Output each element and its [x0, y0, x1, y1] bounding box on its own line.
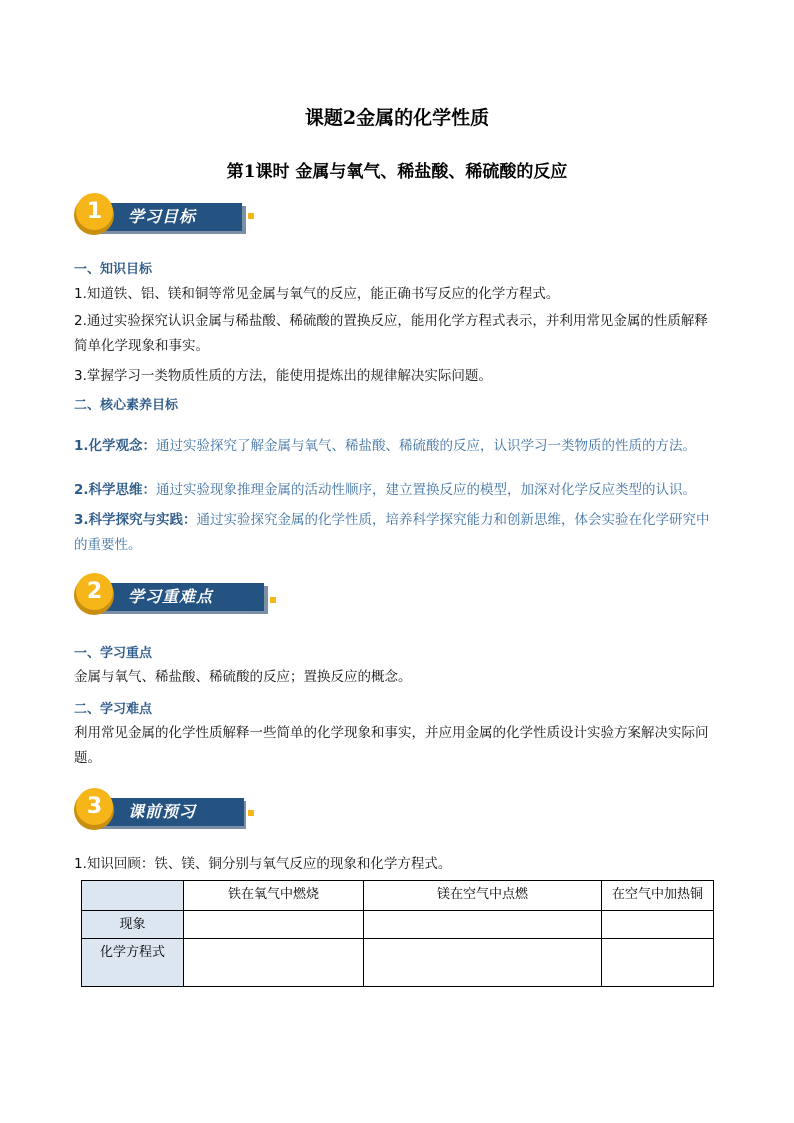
table-cell[interactable] [184, 911, 364, 939]
row-label: 现象 [82, 911, 184, 939]
preview-question-1: 1.知识回顾：铁、镁、铜分别与氧气反应的现象和化学方程式。 [74, 856, 452, 872]
page-subtitle: 第1课时 金属与氧气、稀盐酸、稀硫酸的反应 [226, 162, 568, 182]
reaction-table [81, 880, 714, 987]
section-number: 2 [76, 573, 113, 610]
table-header-row [82, 881, 714, 911]
knowledge-goal-1: 1.知道铁、铝、镁和铜等常见金属与氧气的反应，能正确书写反应的化学方程式。 [74, 286, 560, 302]
core-goal-text: 通过实验探究金属的化学性质，培养科学探究能力和创新思维，体会实验在化学研究中的重要性。 [74, 512, 710, 553]
section-number: 3 [76, 788, 113, 825]
table-row [82, 911, 714, 939]
core-goal-heading: 二、核心素养目标 [74, 398, 179, 413]
page-title: 课题2金属的化学性质 [304, 107, 490, 129]
knowledge-goal-3: 3.掌握学习一类物质性质的方法，能使用提炼出的规律解决实际问题。 [74, 368, 492, 384]
core-goal-3 [74, 508, 719, 558]
difficulty-heading: 二、学习难点 [74, 702, 153, 717]
core-goal-label: 3.科学探究与实践： [74, 512, 197, 528]
table-cell[interactable] [364, 911, 602, 939]
table-header-cell [82, 881, 184, 911]
section-header-1 [74, 193, 284, 241]
core-goal-1 [74, 434, 719, 459]
key-point-text: 金属与氧气、稀盐酸、稀硫酸的反应；置换反应的概念。 [74, 669, 412, 685]
key-point-heading: 一、学习重点 [74, 646, 153, 661]
table-row [82, 939, 714, 987]
core-goal-2 [74, 478, 719, 503]
table-cell[interactable] [602, 939, 714, 987]
section-label: 课前预习 [102, 798, 244, 826]
table-header-cell: 镁在空气中点燃 [364, 881, 602, 911]
table-cell[interactable] [602, 911, 714, 939]
section-header-2 [74, 573, 284, 621]
section-label: 学习目标 [102, 203, 242, 231]
table-cell[interactable] [364, 939, 602, 987]
section-number: 1 [76, 193, 113, 230]
difficulty-text: 利用常见金属的化学性质解释一些简单的化学现象和事实，并应用金属的化学性质设计实验方案解决实际问题。 [74, 725, 709, 766]
table-cell[interactable] [184, 939, 364, 987]
table-header-cell: 铁在氧气中燃烧 [184, 881, 364, 911]
core-goal-label: 2.科学思维： [74, 482, 157, 498]
section-label: 学习重难点 [102, 583, 264, 611]
core-goal-label: 1.化学观念： [74, 438, 157, 454]
section-header-3 [74, 788, 284, 836]
knowledge-goal-2: 2.通过实验探究认识金属与稀盐酸、稀硫酸的置换反应，能用化学方程式表示，并利用常见金属的性质解释简单化学现象和事实。 [74, 313, 708, 354]
row-label: 化学方程式 [82, 939, 184, 987]
core-goal-text: 通过实验现象推理金属的活动性顺序，建立置换反应的模型，加深对化学反应类型的认识。 [156, 482, 697, 498]
core-goal-text: 通过实验探究了解金属与氧气、稀盐酸、稀硫酸的反应，认识学习一类物质的性质的方法。 [156, 438, 697, 454]
table-header-cell: 在空气中加热铜 [602, 881, 714, 911]
knowledge-goal-heading: 一、知识目标 [74, 262, 153, 277]
